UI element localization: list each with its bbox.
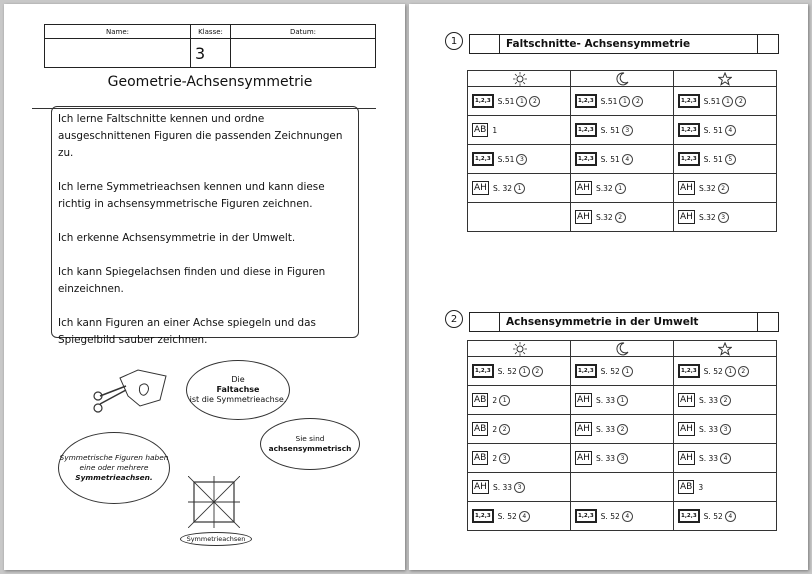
workbook-ah-icon: AH <box>577 424 590 434</box>
right-page <box>409 4 808 570</box>
goal-item: Ich erkenne Achsensymmetrie in der Umwelt. <box>58 232 296 244</box>
star-icon <box>717 72 733 86</box>
workbook-ah-icon: AH <box>474 482 487 492</box>
goal-item: Ich kann Spiegelachsen finden und diese in Figuren einzeichnen. <box>58 266 326 295</box>
page-reference: S. 52 <box>497 511 517 521</box>
page-reference: S. 52 <box>497 366 517 376</box>
task-cell[interactable] <box>571 87 674 116</box>
textbook-icon: 1,2,3 <box>678 509 700 523</box>
task-cell[interactable] <box>674 145 777 174</box>
task-number-circle: 2 <box>738 366 749 377</box>
page-reference: S. 51 <box>600 154 620 164</box>
workbook-ah-icon: AH <box>680 453 693 463</box>
page-reference: S.32 <box>595 212 613 222</box>
task-number-circle: 2 <box>499 424 510 435</box>
task-cell[interactable] <box>571 444 674 473</box>
task-cell[interactable] <box>571 174 674 203</box>
page-reference: S. 33 <box>492 482 513 492</box>
moon-icon <box>614 72 630 86</box>
section-title-box <box>469 34 779 54</box>
textbook-icon: 1,2,3 <box>575 123 597 137</box>
task-number-circle: 1 <box>519 366 530 377</box>
page-reference: S. 51 <box>703 125 723 135</box>
bubble-bold-text: Symmetrieachsen. <box>75 473 153 482</box>
textbook-icon: 1,2,3 <box>575 509 597 523</box>
task-number-circle: 2 <box>617 424 628 435</box>
task-cell[interactable] <box>674 415 777 444</box>
page-reference: S. 51 <box>703 154 723 164</box>
column-header <box>571 341 674 357</box>
task-cell[interactable] <box>674 203 777 232</box>
speech-bubble-achsensymmetrisch <box>260 418 360 470</box>
task-cell[interactable] <box>571 386 674 415</box>
moon-icon <box>614 342 630 356</box>
task-number-circle: 2 <box>632 96 643 107</box>
task-cell[interactable] <box>468 145 571 174</box>
textbook-icon: 1,2,3 <box>472 152 494 166</box>
speech-bubble-faltachse <box>186 360 290 420</box>
learning-goals-box <box>51 106 359 346</box>
table-row <box>468 145 777 174</box>
page-reference: S. 33 <box>698 424 719 434</box>
workbook-ab-icon: AB <box>474 453 487 463</box>
table-row <box>468 386 777 415</box>
page-reference: S. 32 <box>492 183 513 193</box>
table-row <box>468 502 777 531</box>
textbook-icon: 1,2,3 <box>678 152 700 166</box>
workbook-ab-icon: AB <box>474 125 487 135</box>
task-cell[interactable] <box>571 145 674 174</box>
symmetry-square-figure <box>188 476 240 528</box>
task-cell[interactable] <box>468 444 571 473</box>
sun-icon <box>511 342 527 356</box>
textbook-icon: 1,2,3 <box>678 123 700 137</box>
page-reference: 3 <box>698 482 704 492</box>
bubble-text: Symmetrische Figuren haben eine oder mehrere <box>59 453 169 472</box>
task-cell[interactable] <box>468 87 571 116</box>
page-reference: S.51 <box>497 154 515 164</box>
column-header <box>468 71 571 87</box>
page-title: Geometrie-Achsensymmetrie <box>107 74 313 90</box>
section-title-box <box>469 312 779 332</box>
task-number-circle: 4 <box>725 125 736 136</box>
page-reference: S. 52 <box>703 366 723 376</box>
workbook-ah-icon: AH <box>577 453 590 463</box>
sun-icon <box>511 72 527 86</box>
page-reference: S. 52 <box>703 511 723 521</box>
name-header-table <box>44 24 376 68</box>
task-number-circle: 3 <box>514 482 525 493</box>
task-cell[interactable] <box>468 203 571 232</box>
workbook-ah-icon: AH <box>577 183 590 193</box>
goal-item: Ich lerne Faltschnitte kennen und ordne ausgeschnittenen Figuren die passenden Zeichnungen zu. <box>58 113 343 159</box>
page-reference: S.32 <box>595 183 613 193</box>
page-reference: S.51 <box>600 96 618 106</box>
task-cell[interactable] <box>468 116 571 145</box>
task-cell[interactable] <box>571 357 674 386</box>
textbook-icon: 1,2,3 <box>472 509 494 523</box>
column-header <box>674 71 777 87</box>
section-title: Achsensymmetrie in der Umwelt <box>500 313 758 331</box>
task-cell[interactable] <box>674 116 777 145</box>
task-number-circle: 4 <box>720 453 731 464</box>
page-reference: 1 <box>492 125 498 135</box>
table-row <box>468 116 777 145</box>
task-number-circle: 2 <box>720 395 731 406</box>
workbook-ab-icon: AB <box>474 395 487 405</box>
task-number-circle: 1 <box>619 96 630 107</box>
table-row <box>468 174 777 203</box>
speech-bubble-symmetrieachsen <box>58 432 170 504</box>
page-reference: S.51 <box>703 96 721 106</box>
task-number-circle: 3 <box>720 424 731 435</box>
table-row <box>468 444 777 473</box>
table-row <box>468 203 777 232</box>
task-cell[interactable] <box>571 473 674 502</box>
task-number-circle: 4 <box>622 154 633 165</box>
name-field[interactable] <box>45 39 191 68</box>
symmetrieachsen-label: Symmetrieachsen <box>180 532 252 546</box>
section-number: 1 <box>445 32 463 50</box>
page-reference: 2 <box>492 424 498 434</box>
workbook-ah-icon: AH <box>577 212 590 222</box>
datum-field[interactable] <box>231 39 375 68</box>
bubble-text: ist die Symmetrieachse. <box>189 395 287 404</box>
page-reference: S.32 <box>698 212 716 222</box>
task-number-circle: 2 <box>735 96 746 107</box>
task-cell[interactable] <box>468 386 571 415</box>
star-icon <box>717 342 733 356</box>
bubble-text: Die <box>231 375 245 384</box>
workbook-ah-icon: AH <box>474 183 487 193</box>
task-number-circle: 2 <box>718 183 729 194</box>
klasse-label: Klasse: <box>191 25 231 38</box>
task-number-circle: 2 <box>615 212 626 223</box>
task-cell[interactable] <box>468 415 571 444</box>
task-cell[interactable] <box>674 473 777 502</box>
column-header <box>674 341 777 357</box>
workbook-ah-icon: AH <box>680 212 693 222</box>
page-reference: S. 51 <box>600 125 620 135</box>
task-number-circle: 4 <box>519 511 530 522</box>
task-cell[interactable] <box>674 87 777 116</box>
bubble-bold-text: achsensymmetrisch <box>268 444 352 453</box>
table-row <box>468 357 777 386</box>
page-reference: S. 52 <box>600 366 620 376</box>
page-reference: S. 33 <box>698 395 719 405</box>
workbook-ab-icon: AB <box>474 424 487 434</box>
workbook-ab-icon: AB <box>680 482 693 492</box>
page-reference: S.51 <box>497 96 515 106</box>
task-grid-2 <box>467 340 777 531</box>
workbook-ah-icon: AH <box>680 395 693 405</box>
task-cell[interactable] <box>468 502 571 531</box>
textbook-icon: 1,2,3 <box>575 94 597 108</box>
klasse-field[interactable]: 3 <box>191 39 231 68</box>
scissors-icon <box>90 366 180 420</box>
task-number-circle: 3 <box>516 154 527 165</box>
name-label: Name: <box>45 25 191 38</box>
table-row <box>468 415 777 444</box>
task-number-circle: 1 <box>514 183 525 194</box>
task-cell[interactable] <box>674 174 777 203</box>
task-cell[interactable] <box>674 386 777 415</box>
textbook-icon: 1,2,3 <box>575 364 597 378</box>
task-cell[interactable] <box>571 502 674 531</box>
task-cell[interactable] <box>571 203 674 232</box>
page-reference: S. 33 <box>698 453 719 463</box>
task-number-circle: 1 <box>725 366 736 377</box>
task-number-circle: 2 <box>529 96 540 107</box>
task-number-circle: 1 <box>516 96 527 107</box>
page-reference: S. 52 <box>600 511 620 521</box>
task-cell[interactable] <box>571 116 674 145</box>
task-number-circle: 1 <box>617 395 628 406</box>
workbook-ah-icon: AH <box>680 183 693 193</box>
section-title: Faltschnitte- Achsensymmetrie <box>500 35 758 53</box>
page-reference: S.32 <box>698 183 716 193</box>
bubble-text: Sie sind <box>295 434 325 443</box>
task-number-circle: 4 <box>622 511 633 522</box>
task-cell[interactable] <box>571 415 674 444</box>
task-cell[interactable] <box>674 444 777 473</box>
textbook-icon: 1,2,3 <box>575 152 597 166</box>
left-page <box>4 4 405 570</box>
task-number-circle: 3 <box>617 453 628 464</box>
task-cell[interactable] <box>468 174 571 203</box>
task-cell[interactable] <box>468 473 571 502</box>
task-number-circle: 4 <box>725 511 736 522</box>
task-number-circle: 3 <box>718 212 729 223</box>
task-number-circle: 2 <box>532 366 543 377</box>
table-row <box>468 87 777 116</box>
task-number-circle: 1 <box>499 395 510 406</box>
bubble-bold-text: Faltachse <box>216 385 260 394</box>
column-header <box>571 71 674 87</box>
textbook-icon: 1,2,3 <box>678 364 700 378</box>
datum-label: Datum: <box>289 27 317 36</box>
page-reference: S. 33 <box>595 424 616 434</box>
task-number-circle: 3 <box>622 125 633 136</box>
task-cell[interactable] <box>468 357 571 386</box>
page-reference: 2 <box>492 453 498 463</box>
goal-item: Ich lerne Symmetrieachsen kennen und kann diese richtig in achsensymmetrische Figuren zeichnen. <box>58 181 325 210</box>
task-grid-1 <box>467 70 777 232</box>
textbook-icon: 1,2,3 <box>472 364 494 378</box>
page-reference: S. 33 <box>595 453 616 463</box>
table-row <box>468 473 777 502</box>
page-reference: S. 33 <box>595 395 616 405</box>
textbook-icon: 1,2,3 <box>678 94 700 108</box>
workbook-ah-icon: AH <box>577 395 590 405</box>
task-number-circle: 1 <box>722 96 733 107</box>
task-number-circle: 1 <box>622 366 633 377</box>
section-number: 2 <box>445 310 463 328</box>
task-cell[interactable] <box>674 357 777 386</box>
workbook-ah-icon: AH <box>680 424 693 434</box>
column-header <box>468 341 571 357</box>
goal-item: Ich kann Figuren an einer Achse spiegeln und das Spiegelbild sauber zeichnen. <box>58 317 316 346</box>
task-number-circle: 5 <box>725 154 736 165</box>
task-cell[interactable] <box>674 502 777 531</box>
task-number-circle: 3 <box>499 453 510 464</box>
page-reference: 2 <box>492 395 498 405</box>
textbook-icon: 1,2,3 <box>472 94 494 108</box>
task-number-circle: 1 <box>615 183 626 194</box>
